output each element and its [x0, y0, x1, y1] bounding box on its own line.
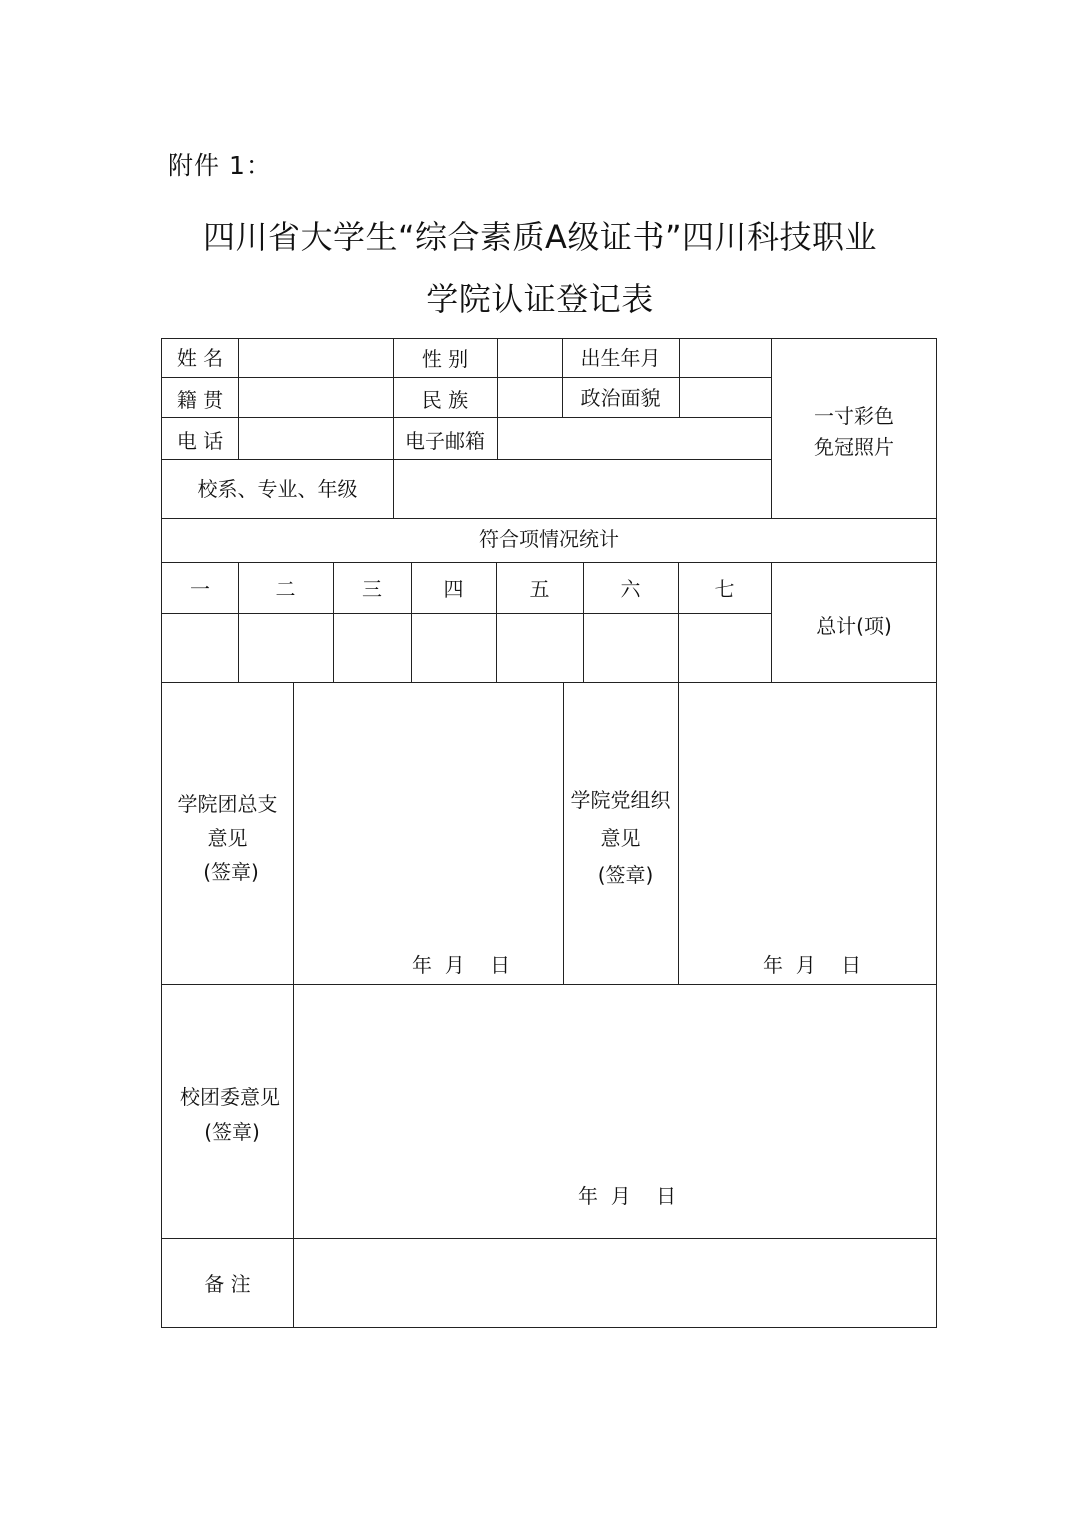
- photo-placeholder-line1: 一寸彩色: [814, 404, 894, 428]
- college-party-opinion-label-2: 意见: [600, 826, 641, 850]
- birth-date-label: 出生年月: [580, 346, 661, 370]
- grid-line: [293, 682, 294, 1328]
- grid-line: [162, 459, 772, 460]
- college-party-seal-label: (签章): [597, 863, 654, 887]
- grid-line: [162, 682, 936, 683]
- form-title-line1: 四川省大学生“综合素质A级证书”四川科技职业: [202, 218, 878, 256]
- college-league-opinion-label: 学院团总支: [177, 792, 278, 816]
- grid-line: [679, 339, 680, 418]
- stats-header: 符合项情况统计: [479, 527, 619, 551]
- category-4: 四: [443, 577, 464, 601]
- school-league-opinion-label: 校团委意见: [180, 1085, 280, 1109]
- category-5: 五: [529, 577, 550, 601]
- form-title-line2: 学院认证登记表: [426, 280, 654, 318]
- remarks-label: 备 注: [204, 1272, 251, 1296]
- college-party-opinion-label: 学院党组织: [570, 788, 671, 812]
- gender-label: 性 别: [421, 347, 469, 371]
- college-league-date: 年 月 日: [412, 953, 511, 977]
- school-league-seal-label: (签章): [204, 1120, 260, 1144]
- department-label: 校系、专业、年级: [197, 477, 358, 501]
- grid-line: [162, 518, 936, 519]
- grid-line: [162, 417, 772, 418]
- grid-line: [162, 562, 936, 563]
- category-1: 一: [190, 577, 210, 601]
- total-label: 总计(项): [816, 614, 892, 638]
- phone-label: 电 话: [176, 429, 224, 453]
- grid-line: [162, 613, 772, 614]
- college-league-opinion-label-2: 意见: [207, 826, 248, 850]
- political-status-label: 政治面貌: [580, 386, 661, 410]
- attachment-label: 附件 1：: [168, 151, 272, 180]
- grid-line: [162, 377, 772, 378]
- college-party-date: 年 月 日: [763, 953, 862, 977]
- category-6: 六: [620, 577, 641, 601]
- grid-line: [238, 339, 239, 460]
- category-2: 二: [275, 577, 296, 601]
- email-label: 电子邮箱: [405, 429, 485, 453]
- native-place-label: 籍 贯: [176, 388, 224, 412]
- grid-line: [497, 339, 498, 460]
- photo-placeholder-line2: 免冠照片: [814, 435, 894, 459]
- grid-line: [162, 1238, 936, 1239]
- school-league-date: 年 月 日: [578, 1184, 677, 1208]
- registration-form-table: [161, 338, 937, 1328]
- college-league-seal-label: (签章): [203, 860, 259, 884]
- category-7: 七: [714, 577, 735, 601]
- name-label: 姓 名: [176, 346, 224, 370]
- ethnicity-label: 民 族: [421, 388, 469, 412]
- grid-line: [162, 984, 936, 985]
- category-3: 三: [362, 577, 382, 601]
- grid-line: [678, 682, 679, 985]
